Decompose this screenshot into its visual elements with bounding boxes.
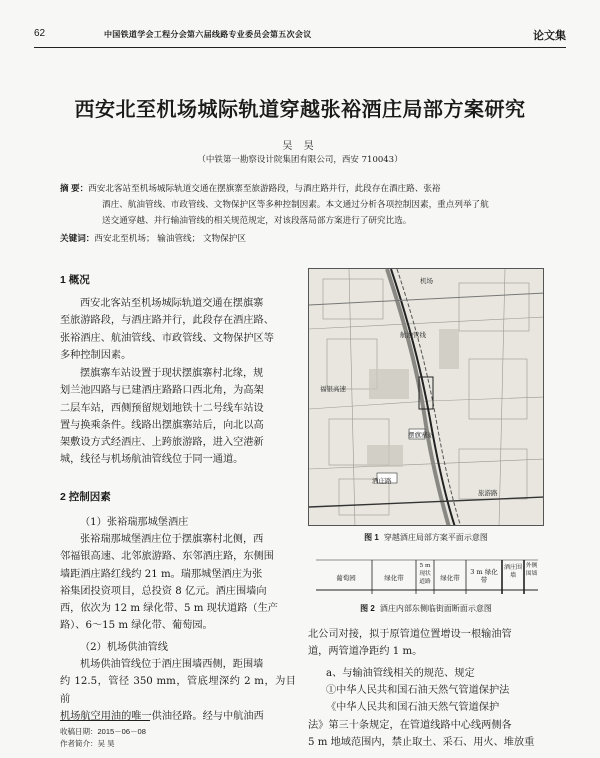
text-line: 机场供油管线位于酒庄围墙西侧，距围墙 xyxy=(80,659,264,670)
text-line: ①中华人民共和国石油天然气管道保护法 xyxy=(326,685,510,696)
text-line: 西，依次为 12 m 绿化带、5 m 现状道路（生产 xyxy=(60,603,278,615)
paragraph xyxy=(308,626,544,661)
paragraph xyxy=(308,682,544,751)
figure-1-map xyxy=(308,268,544,526)
text-line: 北公司对接，拟于原管道位置增设一根输油管 xyxy=(308,629,512,640)
footnote-received: 收稿日期：2015－06－08 xyxy=(60,727,146,736)
text-line: 约 12.5，管径 350 mm，管底埋深约 2 m，为目前 xyxy=(60,676,296,705)
running-head xyxy=(34,28,566,48)
text-line: 5 m 地域范围内，禁止取土、采石、用火、堆放重 xyxy=(308,736,535,748)
keywords-label: 关键词： xyxy=(60,233,95,243)
text-line: 至旅游路段，与酒庄路并行，此段存在酒庄路、 xyxy=(60,315,274,327)
figure-2-caption-text: 酒庄内部东侧临街面断面示意图 xyxy=(379,604,492,613)
section-label: 3 m 绿化带 xyxy=(470,568,498,584)
map-label: 航油管线 xyxy=(400,331,426,339)
abstract-line: 西安北客站至机场城际轨道交通在摆旗寨至旅游路段，与酒庄路并行，此段存在酒庄路、张裕 xyxy=(88,184,441,194)
text-line: 《中华人民共和国石油天然气管道保护 xyxy=(326,702,500,714)
section-2-heading: 2 控制因素 xyxy=(60,491,111,503)
paragraph xyxy=(60,295,296,364)
text-line: 邻福银高速、北邻旅游路、东邻酒庄路，东侧围 xyxy=(60,551,274,563)
text-line: 机场航空用油的唯一供油径路。经与中航油西 xyxy=(60,710,264,722)
figure-1-caption-text: 穿越酒庄局部方案平面示意图 xyxy=(383,533,488,542)
subheading: a、与输油管线相关的规范、规定 xyxy=(326,668,475,679)
map-label: 酒庄路 xyxy=(372,477,392,485)
text-line: 法》第三十条规定，在管道线路中心线两侧各 xyxy=(308,719,512,731)
section-label: 5 m 现状道路 xyxy=(419,563,431,585)
text-line: 二层车站，西侧预留规划地铁十二号线车站设 xyxy=(60,402,264,414)
paragraph xyxy=(60,531,296,635)
text-line: 城，线径与机场航油管线位于同一通道。 xyxy=(60,454,244,466)
text-line: 墙距酒庄路红线约 21 m。瑞那城堡酒庄为张 xyxy=(60,568,263,580)
journal-name: 中国铁道学会工程分会第六届线路专业委员会第五次会议 xyxy=(104,30,312,39)
text-line: 裕集团投资项目，总投资 8 亿元。酒庄围墙向 xyxy=(60,585,267,597)
paragraph xyxy=(60,365,296,469)
text-line: 置与换乘条件。线路出摆旗寨站后，向北以高 xyxy=(60,419,264,431)
abstract-label: 摘 要： xyxy=(60,183,89,193)
map-drawing xyxy=(309,269,544,526)
section-1-heading: 1 概况 xyxy=(60,274,90,286)
figure-2-section xyxy=(316,556,538,598)
paragraph xyxy=(60,656,296,725)
text-line: 架敷设方式经酒庄、上跨旅游路，进入空港新 xyxy=(60,437,264,449)
text-line: 西安北客站至机场城际轨道交通在摆旗寨 xyxy=(80,298,264,309)
figure-1-caption xyxy=(308,532,544,543)
section-label: 论文集 xyxy=(533,30,566,42)
text-line: 道，两管道净距约 1 m。 xyxy=(308,646,423,658)
figure-2-number: 图 2 xyxy=(360,604,375,613)
subheading: （1）张裕瑞那城堡酒庄 xyxy=(80,517,189,528)
footnote-rule xyxy=(60,720,150,721)
keywords xyxy=(60,232,540,244)
author: 吴 昊 xyxy=(282,141,318,152)
abstract-line: 酒庄、航油管线、市政管线、文物保护区等多种控制因素。本文通过分析各项控制因素，重点列举了航 xyxy=(102,200,489,210)
text-line: 张裕酒庄、航油管线、市政管线、文物保护区等 xyxy=(60,332,274,344)
text-line: 多种控制因素。 xyxy=(60,349,132,361)
page-number: 62 xyxy=(34,28,46,39)
map-label: 摆旗寨站 xyxy=(408,431,434,439)
section-label: 绿化带 xyxy=(384,574,404,582)
section-label: 绿化带 xyxy=(440,574,460,582)
section-label: 葡萄园 xyxy=(336,574,356,582)
text-line: 路）、6～15 m 绿化带、葡萄园。 xyxy=(60,620,213,632)
paper-title: 西安北至机场城际轨道穿越张裕酒庄局部方案研究 xyxy=(74,97,526,121)
map-label: 福银高速 xyxy=(320,385,346,393)
figure-2-caption xyxy=(308,603,544,614)
map-label: 机场 xyxy=(420,277,433,285)
text-line: 划兰池四路与已建酒庄路路口西北角，为高架 xyxy=(60,385,264,397)
map-label: 旅游路 xyxy=(478,489,498,497)
section-label: 外侧围墙 xyxy=(525,563,538,577)
subheading: （2）机场供油管线 xyxy=(80,642,168,653)
figure-1-number: 图 1 xyxy=(364,533,379,542)
section-label: 酒庄围墙 xyxy=(504,564,523,579)
footnote-bio: 作者简介：吴 昊 xyxy=(60,739,115,748)
keywords-text: 西安北至机场； 输油管线； 文物保护区 xyxy=(94,234,246,244)
text-line: 张裕瑞那城堡酒庄位于摆旗寨村北侧，西 xyxy=(80,534,264,545)
abstract xyxy=(60,180,540,229)
text-line: 摆旗寨车站设置于现状摆旗寨村北缘，规 xyxy=(80,368,264,379)
affiliation: （中铁第一勘察设计院集团有限公司，西安 710043） xyxy=(197,155,403,165)
abstract-line: 送交通穿越、并行输油管线的相关规范规定，对该段落局部方案进行了研究比选。 xyxy=(102,216,412,226)
